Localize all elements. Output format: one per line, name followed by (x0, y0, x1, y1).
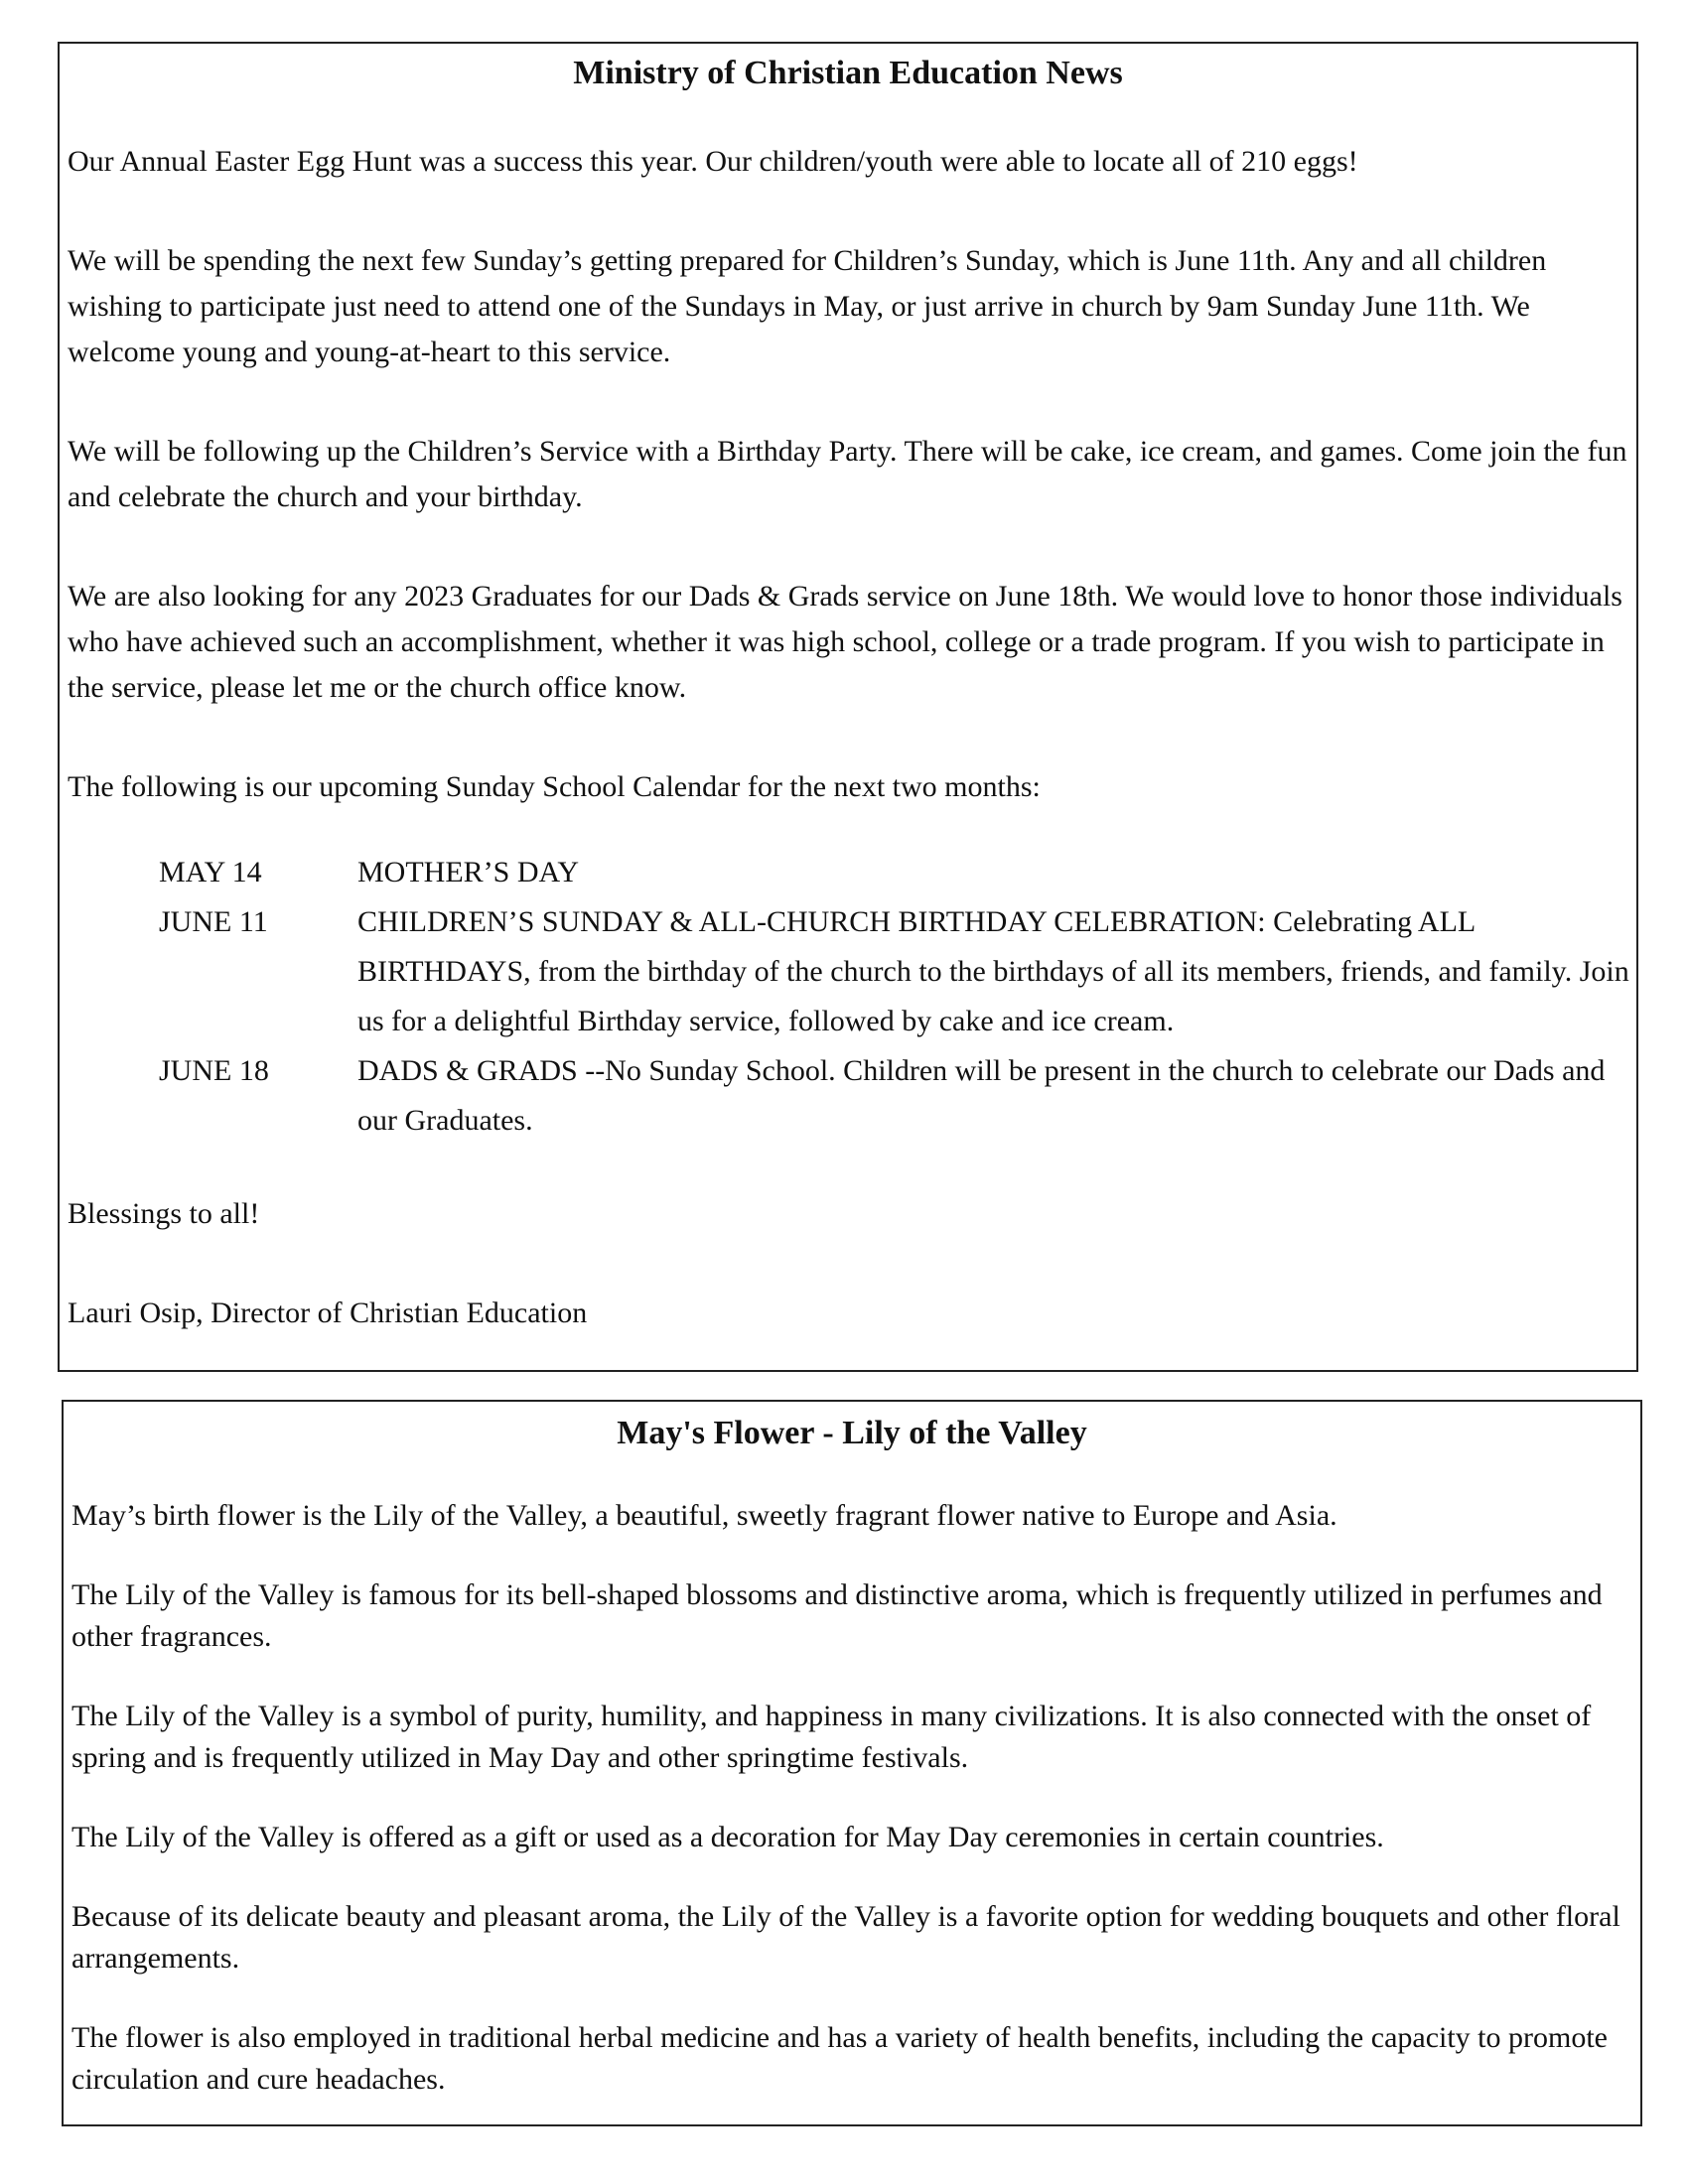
flower-paragraph: The Lily of the Valley is a symbol of purity, humility, and happiness in many civilizations. It is also connected with the onset of spring and is frequently utilized in May Day and other springtime festivals. (71, 1700, 1592, 1774)
flower-paragraph: The flower is also employed in traditional herbal medicine and has a variety of health benefits, including the capacity to promote circulation and cure headaches. (71, 2021, 1608, 2096)
calendar-date: JUNE 18 (159, 1054, 269, 1087)
calendar-row (159, 848, 1636, 897)
calendar-row (159, 1046, 1636, 1146)
sunday-school-calendar (159, 848, 1636, 1146)
calendar-row (159, 897, 1636, 1046)
ministry-paragraph: We are also looking for any 2023 Graduates for our Dads & Grads service on June 18th. We would love to honor those individuals who have achieved such an accomplishment, whether it was high school, college or a trade program. If you wish to participate in the service, please let me or the church office know. (68, 580, 1622, 704)
calendar-description: DADS & GRADS --No Sunday School. Children will be present in the church to celebrate our Dads and our Graduates. (357, 1054, 1606, 1137)
calendar-date: MAY 14 (159, 856, 262, 888)
ministry-news-title: Ministry of Christian Education News (573, 55, 1123, 91)
flower-paragraph: The Lily of the Valley is offered as a gift or used as a decoration for May Day ceremonies in certain countries. (71, 1821, 1384, 1853)
flower-paragraph: The Lily of the Valley is famous for its bell-shaped blossoms and distinctive aroma, which is frequently utilized in perfumes and other fragrances. (71, 1578, 1603, 1653)
flower-paragraph: May’s birth flower is the Lily of the Valley, a beautiful, sweetly fragrant flower native to Europe and Asia. (71, 1499, 1337, 1532)
closing-blessing: Blessings to all! (68, 1197, 260, 1230)
calendar-date: JUNE 11 (159, 905, 268, 938)
calendar-intro: The following is our upcoming Sunday School Calendar for the next two months: (68, 770, 1041, 803)
ministry-paragraph: Our Annual Easter Egg Hunt was a success this year. Our children/youth were able to locate all of 210 eggs! (68, 145, 1358, 178)
mays-flower-title: May's Flower - Lily of the Valley (617, 1415, 1087, 1451)
ministry-paragraph: We will be spending the next few Sunday’s getting prepared for Children’s Sunday, which is June 11th. Any and all children wishing to participate just need to attend one of the Sundays in May, or just arrive in church by 9am Sunday June 11th. We welcome young and young-at-heart to this service. (68, 244, 1547, 368)
signature: Lauri Osip, Director of Christian Education (68, 1297, 588, 1329)
ministry-news-box (58, 42, 1638, 1372)
calendar-description: MOTHER’S DAY (357, 856, 580, 888)
mays-flower-box (62, 1400, 1642, 2126)
calendar-description: CHILDREN’S SUNDAY & ALL-CHURCH BIRTHDAY CELEBRATION: Celebrating ALL BIRTHDAYS, from the birthday of the church to the birthdays of all its members, friends, and family. Join us for a delightful Birthday service, followed by cake and ice cream. (357, 905, 1629, 1037)
flower-paragraph: Because of its delicate beauty and pleasant aroma, the Lily of the Valley is a favorite option for wedding bouquets and other floral arrangements. (71, 1900, 1620, 1975)
ministry-paragraph: We will be following up the Children’s Service with a Birthday Party. There will be cake, ice cream, and games. Come join the fun and celebrate the church and your birthday. (68, 435, 1627, 513)
